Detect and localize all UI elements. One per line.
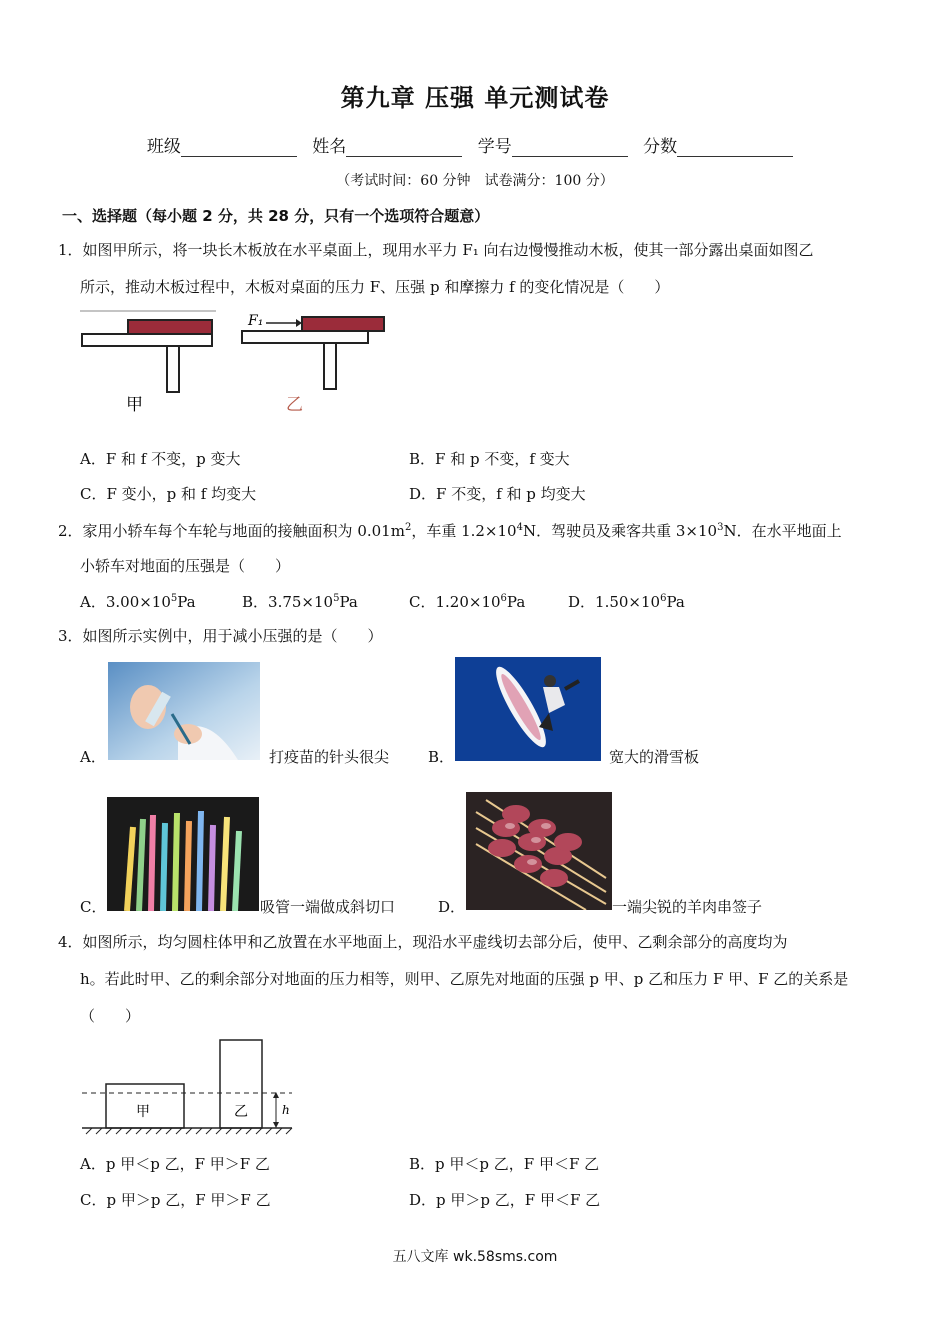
q2-d-exp: 6 xyxy=(660,593,667,604)
q1-line2: 所示，推动木板过程中，木板对桌面的压力 F、压强 p 和摩擦力 f 的变化情况是（ ） xyxy=(80,278,670,296)
q1-label-jia: 甲 xyxy=(126,395,143,415)
student-info-row xyxy=(0,132,950,157)
q2-a-unit: Pa xyxy=(177,593,196,611)
q4-option-c[interactable]: C．p 甲＞p 乙，F 甲＞F 乙 xyxy=(80,1191,271,1209)
q1-table-a xyxy=(82,334,212,346)
q1-label-yi: 乙 xyxy=(286,395,303,415)
class-blank xyxy=(181,138,297,157)
q4-option-d[interactable]: D．p 甲＞p 乙，F 甲＜F 乙 xyxy=(409,1191,601,1209)
q4-option-a[interactable]: A．p 甲＜p 乙，F 甲＞F 乙 xyxy=(80,1155,270,1173)
q1-force-label: F₁ xyxy=(248,313,264,329)
q3-image-kebabs xyxy=(466,792,612,910)
section-heading: 一、选择题（每小题 2 分，共 28 分，只有一个选项符合题意） xyxy=(62,207,490,225)
q4-label-yi: 乙 xyxy=(234,1104,248,1120)
q2-sup-4: 4 xyxy=(516,522,523,533)
q1-figure xyxy=(78,308,398,418)
q1-board-a xyxy=(128,320,212,334)
q3-option-c-text[interactable]: 吸管一端做成斜切口 xyxy=(260,898,396,916)
q1-table-leg-b xyxy=(324,343,336,389)
q2-sup-3: 3 xyxy=(717,522,724,533)
q3-image-vaccine xyxy=(108,662,260,760)
q2-c-unit: Pa xyxy=(506,593,526,611)
id-blank xyxy=(512,138,628,157)
q3-option-d-letter[interactable]: D． xyxy=(438,898,466,916)
q2-d-unit: Pa xyxy=(666,593,685,611)
q3-option-a-letter[interactable]: A． xyxy=(80,748,106,766)
page-title: 第九章 压强 单元测试卷 xyxy=(340,84,610,112)
q2-c-exp: 6 xyxy=(500,593,507,604)
q3-image-straws xyxy=(107,797,259,911)
exam-meta: （考试时间：60 分钟 试卷满分：100 分） xyxy=(336,173,614,189)
q3-image-snowboard xyxy=(455,657,601,761)
footer-watermark: 五八文库 wk.58sms.com xyxy=(392,1249,558,1265)
q2-sup-2: 2 xyxy=(404,522,412,533)
q2-text-d: N．在水平地面上 xyxy=(723,522,842,540)
q3-option-a-text[interactable]: 打疫苗的针头很尖 xyxy=(269,748,390,766)
q1-option-b[interactable]: B．F 和 p 不变，f 变大 xyxy=(409,450,570,468)
q1-board-b xyxy=(302,317,384,331)
score-label: 分数 xyxy=(643,137,678,157)
q2-d-text: D．1.50×10 xyxy=(568,593,661,611)
q2-line1 xyxy=(58,518,842,541)
q4-label-jia: 甲 xyxy=(136,1104,150,1120)
q2-text-c: N．驾驶员及乘客共重 3×10 xyxy=(522,522,718,540)
q1-option-d[interactable]: D．F 不变，f 和 p 均变大 xyxy=(409,485,586,503)
q1-table-b xyxy=(242,331,368,343)
q2-text-b: ，车重 1.2×10 xyxy=(411,522,517,540)
q2-option-d[interactable] xyxy=(568,591,685,612)
q4-figure xyxy=(80,1036,300,1136)
q3-option-b-letter[interactable]: B． xyxy=(428,748,455,766)
q2-b-exp: 5 xyxy=(333,593,340,604)
q1-table-leg-a xyxy=(167,346,179,392)
q4-line1: 4．如图所示，均匀圆柱体甲和乙放置在水平地面上，现沿水平虚线切去部分后，使甲、乙剩余部分的高度均为 xyxy=(58,933,788,951)
score-blank xyxy=(677,138,793,157)
name-blank xyxy=(346,138,462,157)
q4-line2: h。若此时甲、乙的剩余部分对地面的压力相等，则甲、乙原先对地面的压强 p 甲、p 乙和压力 F 甲、F 乙的关系是 xyxy=(80,970,849,988)
q2-c-text: C．1.20×10 xyxy=(409,593,501,611)
q2-b-text: B．3.75×10 xyxy=(242,593,334,611)
q1-line1: 1．如图甲所示，将一块长木板放在水平桌面上，现用水平力 F₁ 向右边慢慢推动木板，使其一部分露出桌面如图乙 xyxy=(58,241,814,259)
q3-option-c-letter[interactable]: C． xyxy=(80,898,107,916)
q1-option-c[interactable]: C．F 变小，p 和 f 均变大 xyxy=(80,485,257,503)
q3-option-d-text[interactable]: 一端尖锐的羊肉串签子 xyxy=(612,898,763,916)
id-label: 学号 xyxy=(477,137,512,157)
q3-option-b-text[interactable]: 宽大的滑雪板 xyxy=(609,748,700,766)
name-label: 姓名 xyxy=(312,137,347,157)
q2-option-b[interactable] xyxy=(242,591,358,612)
q4-line3: （ ） xyxy=(80,1007,141,1025)
q4-h-label: h xyxy=(282,1103,290,1117)
q3-line1: 3．如图所示实例中，用于减小压强的是（ ） xyxy=(58,627,383,645)
q2-option-c[interactable] xyxy=(409,591,525,612)
q2-line2: 小轿车对地面的压强是（ ） xyxy=(80,557,291,575)
q1-option-a[interactable]: A．F 和 f 不变，p 变大 xyxy=(80,450,241,468)
q2-option-a[interactable] xyxy=(80,591,196,612)
class-label: 班级 xyxy=(146,137,181,157)
q2-b-unit: Pa xyxy=(339,593,358,611)
q4-ground-hatch xyxy=(86,1128,292,1134)
q2-text-a: 2．家用小轿车每个车轮与地面的接触面积为 0.01m xyxy=(58,522,405,540)
q2-a-exp: 5 xyxy=(170,593,178,604)
q4-option-b[interactable]: B．p 甲＜p 乙，F 甲＜F 乙 xyxy=(409,1155,600,1173)
q2-a-text: A．3.00×10 xyxy=(80,593,171,611)
